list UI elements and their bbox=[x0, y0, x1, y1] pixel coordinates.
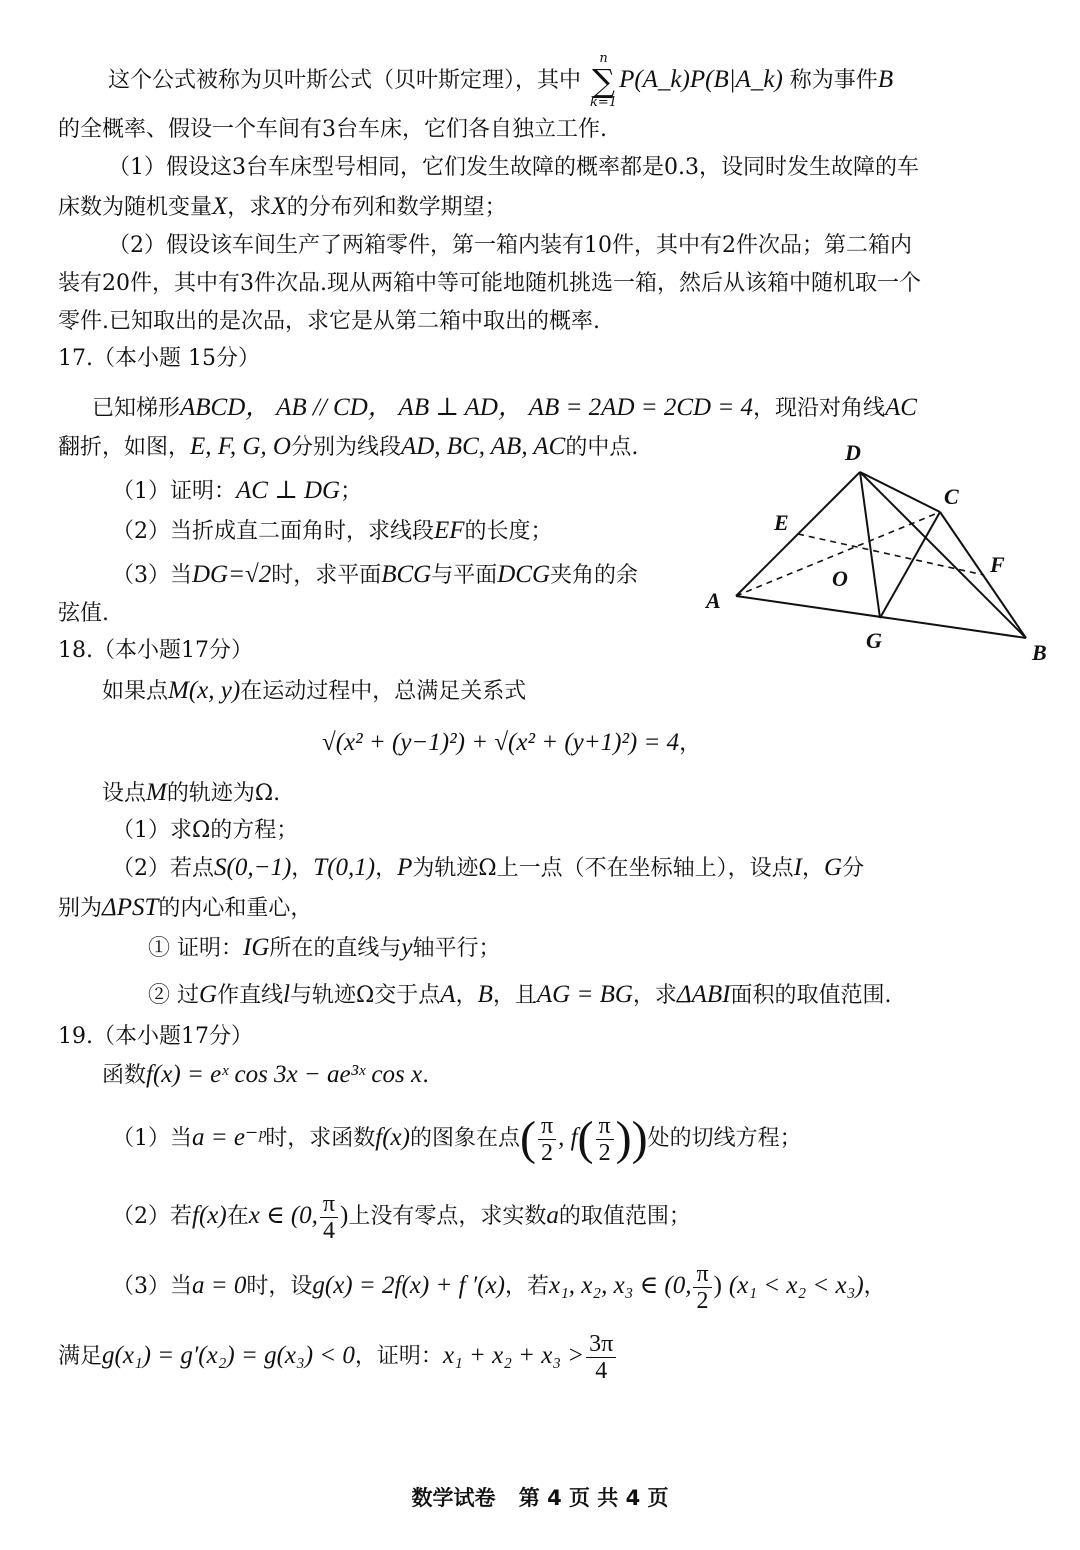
p17-q3-tail: 弦值. bbox=[58, 601, 109, 626]
bayes-q1-line-2: 床数为随机变量X，求X的分布列和数学期望； bbox=[58, 193, 507, 220]
p18-header: 18.（本小题17分） bbox=[58, 638, 253, 663]
label-G: G bbox=[866, 628, 882, 653]
bayes-q2-line-3: 零件.已知取出的是次品，求它是从第二箱中取出的概率. bbox=[58, 309, 600, 334]
bayes-q2-line-1: （2）假设该车间生产了两箱零件，第一箱内装有10件，其中有2件次品；第二箱内 bbox=[108, 233, 912, 258]
edge-DG bbox=[860, 472, 880, 618]
p17-header: 17.（本小题 15分） bbox=[58, 346, 260, 371]
p17-q3: （3）当DG=√2时，求平面BCG与平面DCG夹角的余 bbox=[112, 561, 639, 588]
bayes-q1-line-1: （1）假设这3台车床型号相同，它们发生故障的概率都是0.3，设同时发生故障的车 bbox=[108, 155, 919, 180]
frac-pi-over-2-range: $\frac{\pi}{2}$ bbox=[693, 1261, 711, 1314]
p19-q3-line-1: （3）当a = 0时，设g(x) = 2f(x) + f ′(x)，若x₁, x₂, x₃ ∈ (0, $\frac{\pi}{2}$ ) (x₁ < x₂ < x₃)， bbox=[112, 1260, 886, 1314]
edge-CG bbox=[880, 512, 940, 618]
p17-line-1: 已知梯形ABCD， AB // CD， AB ⊥ AD， AB = 2AD = 2CD = 4，现沿对角线AC bbox=[92, 394, 917, 421]
p18-q1: （1）求Ω的方程； bbox=[112, 818, 299, 843]
p18-sub-1: ① 证明：IG所在的直线与y轴平行； bbox=[148, 934, 501, 961]
p17-q1: （1）证明：AC ⊥ DG； bbox=[112, 477, 363, 504]
p19-function: 函数f(x) = eˣ cos 3x − ae³ˣ cos x. bbox=[102, 1061, 430, 1088]
bayes-line-1: 这个公式被称为贝叶斯公式（贝叶斯定理），其中 n ∑ k=1 P(A_k)P(B|A_k) 称为事件B bbox=[108, 51, 894, 110]
page-footer bbox=[0, 1482, 1080, 1512]
p17-line-2: 翻折，如图，E, F, G, O分别为线段AD, BC, AB, AC的中点. bbox=[58, 433, 639, 460]
p19-q2: （2）若f(x)在x ∈ (0, $\frac{\pi}{4}$ )上没有零点，求实数a的取值范围； bbox=[112, 1190, 691, 1244]
frac-pi-over-2: $\frac{\pi}{2}$ bbox=[538, 1113, 556, 1166]
frac-pi-over-4: $\frac{\pi}{4}$ bbox=[320, 1191, 338, 1244]
p19-q3-line-2: 满足g(x₁) = g′(x₂) = g(x₃) < 0，证明：x₁ + x₂ + x₃ > $\frac{3\pi}{4}$ bbox=[58, 1328, 618, 1385]
frac-pi-over-2-arg: $\frac{\pi}{2}$ bbox=[596, 1113, 614, 1166]
p18-equation: √(x² + (y−1)²) + √(x² + (y+1)²) = 4， bbox=[322, 729, 702, 756]
label-D: D bbox=[845, 440, 861, 465]
p18-line-1: 如果点M(x, y)在运动过程中，总满足关系式 bbox=[102, 677, 527, 704]
p18-sub-2: ② 过G作直线l与轨迹Ω交于点A，B，且AG = BG，求ΔABI面积的取值范围. bbox=[148, 981, 892, 1008]
p19-header: 19.（本小题17分） bbox=[58, 1024, 253, 1049]
bayes-line-2: 的全概率、假设一个车间有3台车床，它们各自独立工作. bbox=[58, 117, 607, 142]
p19-q1: （1）当a = e⁻ᵖ时，求函数f(x)的图象在点( $\frac{\pi}{2}$ , f( $\frac{\pi}{2}$ ))处的切线方程； bbox=[112, 1112, 802, 1166]
label-E: E bbox=[774, 510, 789, 535]
footer-subject: 数学试卷 bbox=[411, 1486, 496, 1510]
sum-symbol: n ∑ k=1 bbox=[590, 51, 618, 110]
bayes-q2-line-2: 装有20件，其中有3件次品.现从两箱中等可能地随机挑选一箱，然后从该箱中随机取一个 bbox=[58, 271, 921, 296]
frac-3pi-over-4: $\frac{3\pi}{4}$ bbox=[586, 1331, 616, 1384]
tetrahedron-figure bbox=[700, 436, 1060, 666]
label-O: O bbox=[832, 566, 848, 591]
label-A: A bbox=[706, 588, 721, 613]
p18-q2-line-2: 别为ΔPST的内心和重心， bbox=[58, 894, 313, 921]
footer-page-number: 第 4 页 共 4 页 bbox=[518, 1486, 669, 1510]
p17-q2: （2）当折成直二面角时，求线段EF的长度； bbox=[112, 517, 553, 544]
edge-DC bbox=[860, 472, 940, 512]
label-C: C bbox=[944, 484, 959, 509]
p18-line-3: 设点M的轨迹为Ω. bbox=[102, 779, 281, 806]
p18-q2-line-1: （2）若点S(0,−1)，T(0,1)，P为轨迹Ω上一点（不在坐标轴上），设点I，G分 bbox=[112, 854, 865, 881]
label-B: B bbox=[1032, 640, 1047, 665]
label-F: F bbox=[990, 552, 1005, 577]
